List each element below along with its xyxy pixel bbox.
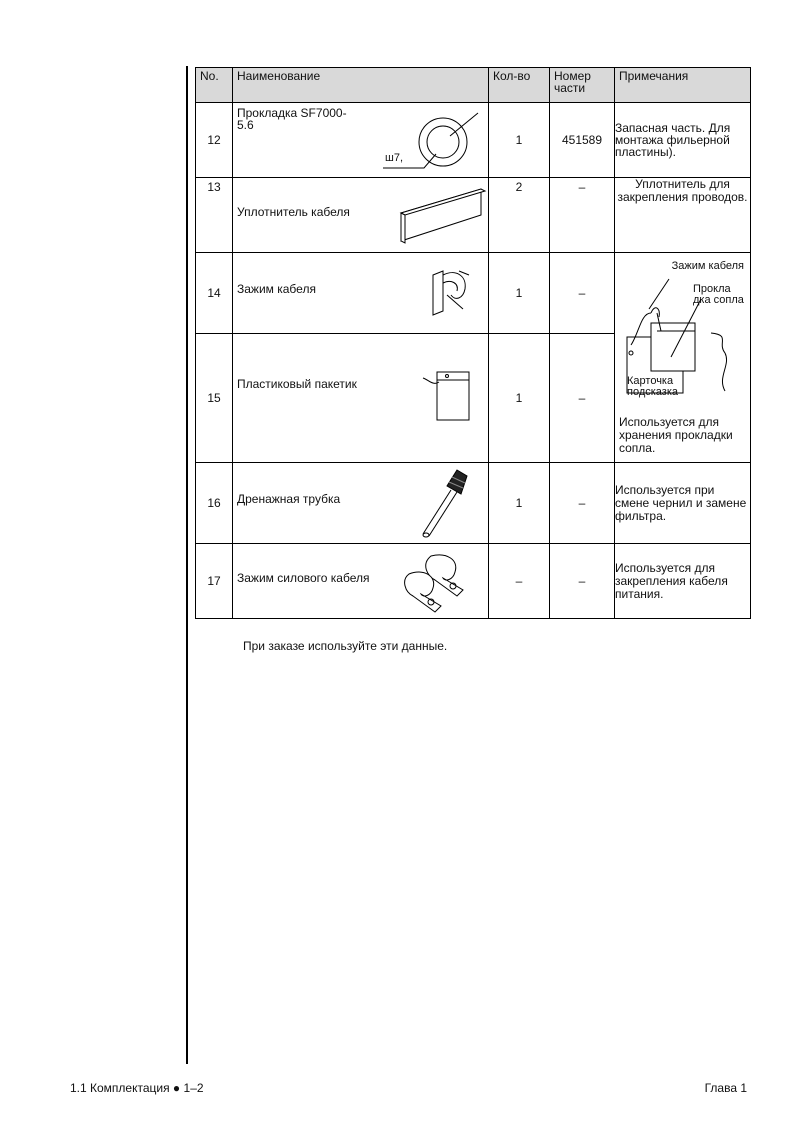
callout-card: Карточка подсказка <box>627 375 679 398</box>
table-row <box>196 178 751 253</box>
row-note: Запасная часть. Для монтажа фильерной пластины). <box>615 103 751 178</box>
row-part: 451589 <box>550 103 615 178</box>
row-name: Прокладка SF7000-5.6 <box>237 106 347 132</box>
row-note: Уплотнитель для закрепления проводов. <box>615 178 751 253</box>
power-cable-clamp-icon <box>403 550 487 614</box>
row-no: 12 <box>196 103 233 178</box>
table-header-row <box>196 68 751 103</box>
footer-chapter: Глава 1 <box>704 1081 747 1095</box>
row-part: – <box>550 544 615 619</box>
row-qty: – <box>489 544 550 619</box>
row-qty: 1 <box>489 103 550 178</box>
merged-note-text: Используется для хранения прокладки сопла. <box>619 415 733 455</box>
table-row <box>196 544 751 619</box>
row-name: Пластиковый пакетик <box>237 377 357 391</box>
cable-seal-strip-icon <box>393 183 489 249</box>
row-qty: 1 <box>489 253 550 334</box>
row-note: Используется для закрепления кабеля питания. <box>615 544 751 619</box>
header-name: Наименование <box>233 68 489 103</box>
header-no: No. <box>196 68 233 103</box>
row-qty: 2 <box>489 178 550 253</box>
row-no: 17 <box>196 544 233 619</box>
header-qty: Кол-во <box>489 68 550 103</box>
drain-tube-icon <box>417 468 477 540</box>
row-part: – <box>550 178 615 253</box>
row-no: 14 <box>196 253 233 334</box>
row-name: Зажим силового кабеля <box>237 571 370 585</box>
row-no: 16 <box>196 463 233 544</box>
callout-clamp: Зажим кабеля <box>671 260 744 272</box>
parts-table <box>195 67 751 619</box>
row-name-cell <box>233 334 489 463</box>
row-name-cell <box>233 463 489 544</box>
margin-rule <box>186 66 188 1064</box>
row-qty: 1 <box>489 463 550 544</box>
row-name-cell <box>233 544 489 619</box>
row-part: – <box>550 253 615 334</box>
row-part: – <box>550 334 615 463</box>
row-note: Используется при смене чернил и замене фильтра. <box>615 463 751 544</box>
row-no: 15 <box>196 334 233 463</box>
callout-gasket: Прокла дка соплa <box>693 283 744 306</box>
table-row <box>196 103 751 178</box>
row-part: – <box>550 463 615 544</box>
row-qty: 1 <box>489 334 550 463</box>
table-row <box>196 463 751 544</box>
cable-clamp-icon <box>425 265 475 325</box>
gasket-ring-icon <box>378 108 488 174</box>
header-note: Примечания <box>615 68 751 103</box>
order-note: При заказе используйте эти данные. <box>243 639 448 653</box>
footer-section: 1.1 Комплектация ● 1–2 <box>70 1081 204 1095</box>
row-no: 13 <box>196 178 233 253</box>
row-name-cell <box>233 178 489 253</box>
row-name: Дренажная трубка <box>237 492 341 506</box>
row-name-cell <box>233 103 489 178</box>
merged-note-cell <box>615 253 751 463</box>
row-name: Зажим кабеля <box>237 282 316 296</box>
row-name-cell <box>233 253 489 334</box>
table-row <box>196 253 751 334</box>
plastic-bag-icon <box>421 366 481 426</box>
header-part: Номер части <box>550 68 615 103</box>
row-name: Уплотнитель кабеля <box>237 205 350 219</box>
size-label: ш7, <box>385 152 403 164</box>
